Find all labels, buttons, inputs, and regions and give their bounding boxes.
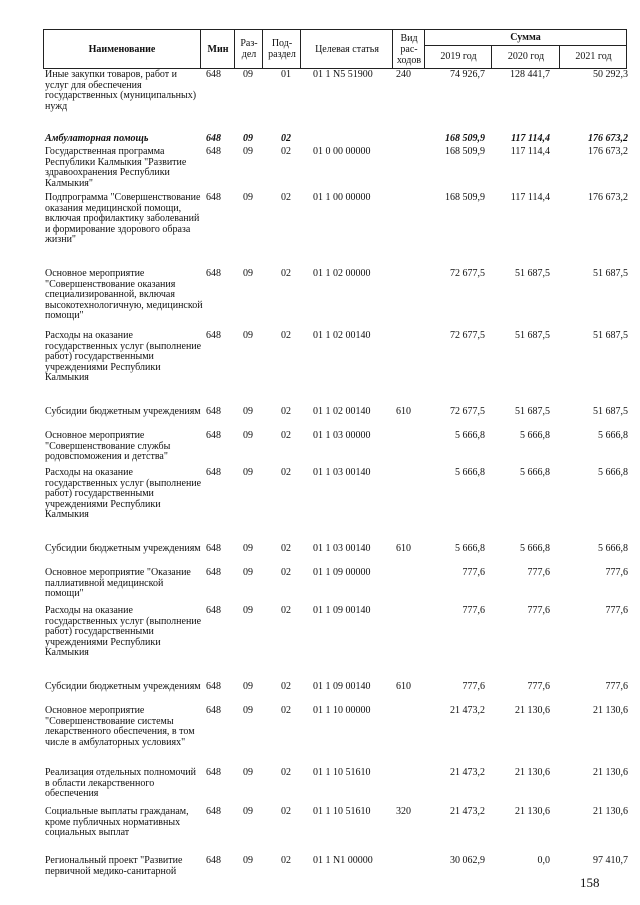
- cell-s2019: 168 509,9: [445, 192, 485, 203]
- cell-min: 648: [206, 567, 221, 578]
- cell-cs: 01 1 03 00000: [313, 430, 371, 441]
- row-name: Иные закупки товаров, работ и услуг для обеспечения государственных (муниципальных) нужд: [45, 69, 197, 112]
- cell-pr: 02: [281, 146, 291, 157]
- cell-cs: 01 1 03 00140: [313, 467, 371, 478]
- table-row: [43, 468, 627, 544]
- cell-s2020: 21 130,6: [515, 705, 550, 716]
- row-name: Расходы на оказание государственных услуг (выполнение работ) государственными учреждениями Республики Калмыкия: [45, 467, 202, 521]
- cell-s2019: 30 062,9: [450, 855, 485, 866]
- cell-pr: 02: [281, 268, 291, 279]
- row-name: Амбулаторная помощь: [45, 133, 149, 144]
- cell-rz: 09: [243, 467, 253, 478]
- row-name: Расходы на оказание государственных услуг (выполнение работ) государственными учреждениями Республики Калмыкия: [45, 605, 202, 659]
- cell-s2021: 176 673,2: [588, 192, 628, 203]
- cell-rz: 09: [243, 543, 253, 554]
- cell-vr: 240: [396, 69, 411, 80]
- table-row: [43, 70, 627, 134]
- cell-s2020: 51 687,5: [515, 406, 550, 417]
- page-number: 158: [580, 875, 600, 890]
- cell-s2021: 51 687,5: [593, 330, 628, 341]
- cell-min: 648: [206, 430, 221, 441]
- header-min: Мин: [200, 30, 235, 68]
- cell-vr: 320: [396, 806, 411, 817]
- cell-rz: 09: [243, 133, 253, 144]
- cell-s2020: 777,6: [527, 567, 550, 578]
- cell-s2019: 5 666,8: [455, 467, 485, 478]
- header-2019: 2019 год: [424, 45, 492, 68]
- cell-pr: 02: [281, 543, 291, 554]
- cell-pr: 02: [281, 430, 291, 441]
- cell-s2019: 74 926,7: [450, 69, 485, 80]
- row-name: Основное мероприятие "Совершенствование службы родовспоможения и детства": [45, 430, 171, 463]
- cell-cs: 01 1 10 00000: [313, 705, 371, 716]
- row-name: Расходы на оказание государственных услуг (выполнение работ) государственными учреждениями Республики Калмыкия: [45, 330, 202, 384]
- cell-pr: 02: [281, 705, 291, 716]
- table-row: [43, 544, 627, 568]
- table-row: [43, 269, 627, 331]
- cell-min: 648: [206, 268, 221, 279]
- cell-cs: 01 1 N1 00000: [313, 855, 373, 866]
- table-row: [43, 768, 627, 807]
- cell-s2019: 168 509,9: [445, 146, 485, 157]
- row-name: Основное мероприятие "Совершенствование системы лекарственного обеспечения, в том числе в амбулаторных условиях": [45, 705, 195, 748]
- cell-s2019: 5 666,8: [455, 543, 485, 554]
- cell-rz: 09: [243, 605, 253, 616]
- cell-s2021: 5 666,8: [598, 543, 628, 554]
- cell-rz: 09: [243, 681, 253, 692]
- cell-s2019: 72 677,5: [450, 406, 485, 417]
- table-row: [43, 331, 627, 407]
- cell-s2019: 21 473,2: [450, 705, 485, 716]
- cell-min: 648: [206, 605, 221, 616]
- cell-vr: 610: [396, 681, 411, 692]
- cell-rz: 09: [243, 406, 253, 417]
- header-2020: 2020 год: [491, 45, 560, 68]
- cell-s2020: 128 441,7: [510, 69, 550, 80]
- table-row: [43, 807, 627, 856]
- table-row: [43, 431, 627, 468]
- cell-cs: 01 1 10 51610: [313, 806, 371, 817]
- table-header: [43, 29, 627, 69]
- row-name: Субсидии бюджетным учреждениям: [45, 681, 201, 692]
- cell-cs: 01 1 10 51610: [313, 767, 371, 778]
- table-row: [43, 147, 627, 193]
- table-row: [43, 706, 627, 768]
- cell-cs: 01 1 N5 51900: [313, 69, 373, 80]
- cell-s2020: 0,0: [537, 855, 550, 866]
- cell-s2021: 176 673,2: [588, 133, 628, 144]
- cell-s2021: 5 666,8: [598, 430, 628, 441]
- cell-pr: 02: [281, 192, 291, 203]
- cell-s2021: 777,6: [605, 567, 628, 578]
- cell-s2020: 5 666,8: [520, 430, 550, 441]
- row-name: Региональный проект "Развитие первичной медико-санитарной: [45, 855, 183, 877]
- cell-cs: 01 1 00 00000: [313, 192, 371, 203]
- cell-cs: 01 1 02 00000: [313, 268, 371, 279]
- cell-s2020: 21 130,6: [515, 806, 550, 817]
- cell-min: 648: [206, 192, 221, 203]
- cell-min: 648: [206, 330, 221, 341]
- table-row: [43, 407, 627, 431]
- cell-rz: 09: [243, 192, 253, 203]
- row-name: Субсидии бюджетным учреждениям: [45, 543, 201, 554]
- cell-pr: 02: [281, 330, 291, 341]
- cell-rz: 09: [243, 855, 253, 866]
- cell-s2021: 777,6: [605, 681, 628, 692]
- cell-cs: 01 1 02 00140: [313, 406, 371, 417]
- cell-rz: 09: [243, 69, 253, 80]
- cell-min: 648: [206, 146, 221, 157]
- cell-s2019: 21 473,2: [450, 767, 485, 778]
- cell-pr: 02: [281, 133, 291, 144]
- cell-s2019: 777,6: [462, 605, 485, 616]
- header-razdel: Раз-дел: [234, 30, 263, 68]
- cell-pr: 02: [281, 605, 291, 616]
- header-2021: 2021 год: [559, 45, 627, 68]
- cell-rz: 09: [243, 767, 253, 778]
- row-name: Социальные выплаты гражданам, кроме публичных нормативных социальных выплат: [45, 806, 189, 839]
- cell-rz: 09: [243, 705, 253, 716]
- row-name: Реализация отдельных полномочий в области лекарственного обеспечения: [45, 767, 196, 800]
- cell-s2019: 72 677,5: [450, 330, 485, 341]
- cell-cs: 01 1 09 00140: [313, 681, 371, 692]
- row-name: Субсидии бюджетным учреждениям: [45, 406, 201, 417]
- table-row: [43, 606, 627, 682]
- header-name: Наименование: [88, 43, 156, 55]
- cell-s2020: 5 666,8: [520, 543, 550, 554]
- table-row: [43, 193, 627, 269]
- cell-s2021: 51 687,5: [593, 268, 628, 279]
- cell-pr: 02: [281, 767, 291, 778]
- cell-rz: 09: [243, 146, 253, 157]
- cell-pr: 02: [281, 681, 291, 692]
- row-name: Основное мероприятие "Оказание паллиативной медицинской помощи": [45, 567, 191, 600]
- cell-min: 648: [206, 705, 221, 716]
- cell-s2021: 21 130,6: [593, 705, 628, 716]
- cell-min: 648: [206, 133, 221, 144]
- cell-s2020: 51 687,5: [515, 268, 550, 279]
- cell-s2020: 777,6: [527, 681, 550, 692]
- cell-s2021: 21 130,6: [593, 767, 628, 778]
- cell-s2020: 51 687,5: [515, 330, 550, 341]
- cell-s2021: 51 687,5: [593, 406, 628, 417]
- cell-rz: 09: [243, 806, 253, 817]
- cell-pr: 02: [281, 855, 291, 866]
- cell-cs: 01 1 02 00140: [313, 330, 371, 341]
- cell-s2021: 176 673,2: [588, 146, 628, 157]
- cell-pr: 02: [281, 406, 291, 417]
- cell-min: 648: [206, 681, 221, 692]
- cell-min: 648: [206, 543, 221, 554]
- cell-s2021: 777,6: [605, 605, 628, 616]
- cell-s2019: 777,6: [462, 681, 485, 692]
- cell-min: 648: [206, 806, 221, 817]
- cell-pr: 01: [281, 69, 291, 80]
- cell-s2019: 168 509,9: [445, 133, 485, 144]
- cell-s2019: 72 677,5: [450, 268, 485, 279]
- cell-cs: 01 0 00 00000: [313, 146, 371, 157]
- cell-s2020: 21 130,6: [515, 767, 550, 778]
- cell-rz: 09: [243, 567, 253, 578]
- cell-cs: 01 1 09 00000: [313, 567, 371, 578]
- cell-s2021: 97 410,7: [593, 855, 628, 866]
- cell-s2021: 50 292,3: [593, 69, 628, 80]
- cell-min: 648: [206, 855, 221, 866]
- cell-cs: 01 1 03 00140: [313, 543, 371, 554]
- cell-rz: 09: [243, 268, 253, 279]
- cell-s2020: 117 114,4: [511, 133, 550, 144]
- table-row: [43, 568, 627, 606]
- cell-s2019: 21 473,2: [450, 806, 485, 817]
- cell-min: 648: [206, 467, 221, 478]
- table-body: [43, 70, 627, 886]
- cell-vr: 610: [396, 406, 411, 417]
- cell-s2020: 117 114,4: [510, 192, 550, 203]
- cell-rz: 09: [243, 330, 253, 341]
- cell-vr: 610: [396, 543, 411, 554]
- cell-s2020: 777,6: [527, 605, 550, 616]
- row-name: Государственная программа Республики Калмыкия "Развитие здравоохранения Республики Калмыкия": [45, 146, 187, 189]
- cell-s2021: 5 666,8: [598, 467, 628, 478]
- cell-s2020: 5 666,8: [520, 467, 550, 478]
- row-name: Подпрограмма "Совершенствование оказания медицинской помощи, включая профилактику заболеваний и формирование здорового образа жизни": [45, 192, 201, 246]
- row-name: Основное мероприятие "Совершенствование оказания специализированной, включая высокотехнологичную, медицинской помощи": [45, 268, 203, 322]
- header-target: Целевая статья: [300, 30, 393, 68]
- cell-s2020: 117 114,4: [510, 146, 550, 157]
- table-row: [43, 682, 627, 706]
- cell-rz: 09: [243, 430, 253, 441]
- cell-min: 648: [206, 69, 221, 80]
- cell-cs: 01 1 09 00140: [313, 605, 371, 616]
- table-row: [43, 856, 627, 886]
- header-sum: Сумма: [424, 30, 626, 46]
- cell-pr: 02: [281, 467, 291, 478]
- cell-min: 648: [206, 406, 221, 417]
- header-vid: Вид рас-ходов: [392, 30, 425, 68]
- cell-s2021: 21 130,6: [593, 806, 628, 817]
- cell-min: 648: [206, 767, 221, 778]
- header-podrazdel: Под-раздел: [262, 30, 301, 68]
- cell-s2019: 777,6: [462, 567, 485, 578]
- cell-s2019: 5 666,8: [455, 430, 485, 441]
- cell-pr: 02: [281, 567, 291, 578]
- cell-pr: 02: [281, 806, 291, 817]
